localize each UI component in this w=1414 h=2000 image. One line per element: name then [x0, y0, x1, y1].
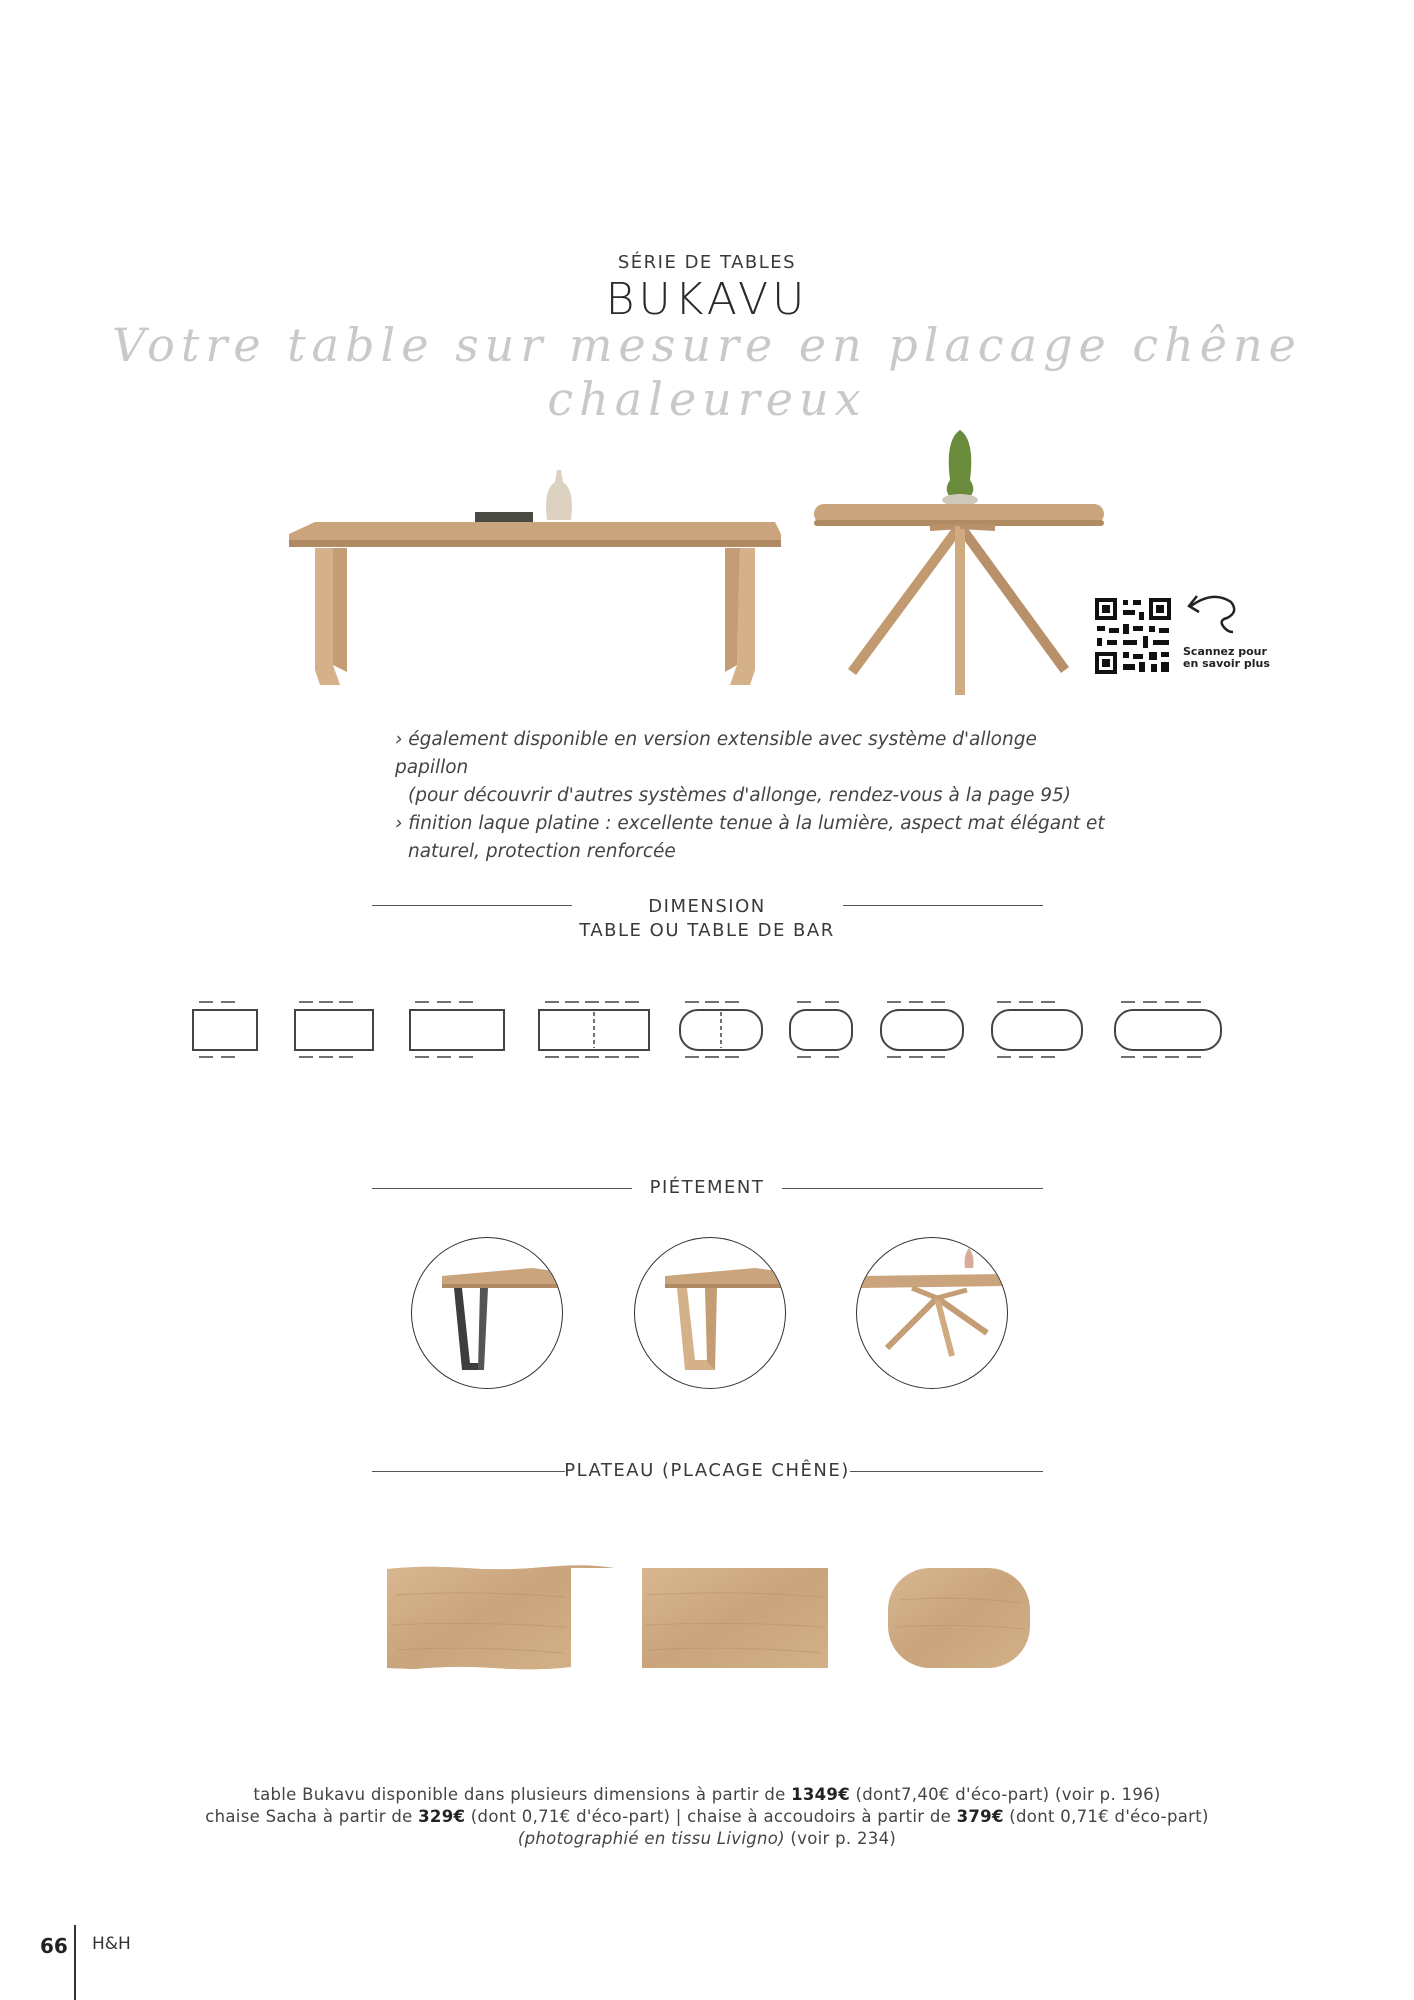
dimension-heading-line1: DIMENSION [648, 896, 766, 917]
price-text: (dont 0,71€ d'éco-part) | chaise à accoudoirs à partir de [465, 1807, 957, 1826]
dimension-oval-extensible-icon [680, 1002, 762, 1057]
price-line-chairs [0, 1806, 1414, 1828]
tabletop-options [385, 1565, 1035, 1675]
price-text: (dont7,40€ d'éco-part) (voir p. 196) [850, 1785, 1161, 1804]
price-chair: 329€ [418, 1807, 466, 1826]
leg-option-cross-legs[interactable] [856, 1237, 1008, 1389]
dimension-oval-large-icon [992, 1002, 1082, 1057]
table-oval-image [810, 420, 1110, 700]
dimension-heading-line2: TABLE OU TABLE DE BAR [579, 920, 835, 941]
price-info [0, 1784, 1414, 1850]
qr-caption [1183, 646, 1270, 670]
price-text: (dont 0,71€ d'éco-part) [1003, 1807, 1209, 1826]
dimension-rect-medium-icon [295, 1002, 373, 1057]
feature-item-continued: (pour découvrir d'autres systèmes d'allonge, rendez-vous à la page 95) [408, 785, 1071, 806]
metal-u-leg-icon [412, 1238, 562, 1388]
table-rectangular-image [285, 460, 795, 700]
section-heading-dimension [0, 895, 1414, 943]
price-line-table [0, 1784, 1414, 1806]
price-text: table Bukavu disponible dans plusieurs dimensions à partir de [253, 1785, 792, 1804]
fabric-note: (photographié en tissu Livigno) [517, 1829, 785, 1848]
tabletop-straight-edge[interactable] [642, 1568, 828, 1668]
section-heading-top: PLATEAU (PLACAGE CHÊNE) [564, 1460, 850, 1481]
page-title: BUKAVU [605, 274, 809, 325]
qr-caption-line1: Scannez pour [1183, 645, 1267, 658]
price-text: (voir p. 234) [784, 1829, 897, 1848]
leg-option-wood-frame[interactable] [634, 1237, 786, 1389]
feature-list [395, 726, 1115, 866]
wood-u-leg-icon [635, 1238, 785, 1388]
price-armchair: 379€ [956, 1807, 1004, 1826]
curved-arrow-icon [1183, 588, 1243, 638]
price-text: chaise Sacha à partir de [205, 1807, 419, 1826]
feature-item: › également disponible en version extensible avec système d'allonge papillon [395, 729, 1037, 778]
dimension-shapes [185, 995, 1235, 1065]
price-table: 1349€ [791, 1785, 850, 1804]
qr-code-icon[interactable] [1093, 596, 1173, 676]
tagline: Votre table sur mesure en placage chêne chaleureux [112, 318, 1302, 426]
price-line-note [0, 1828, 1414, 1850]
dimension-oval-small-icon [790, 1002, 852, 1057]
cross-leg-icon [857, 1238, 1007, 1388]
series-label: SÉRIE DE TABLES [617, 252, 797, 273]
qr-caption-line2: en savoir plus [1183, 657, 1270, 670]
page-number: 66 [40, 1934, 68, 1958]
feature-item: › finition laque platine : excellente tenue à la lumière, aspect mat élégant et [395, 813, 1105, 834]
dimension-oval-xlarge-icon [1115, 1002, 1221, 1057]
dimension-rect-small-icon [193, 1002, 257, 1057]
dimension-rect-extensible-icon [539, 1002, 649, 1057]
tabletop-live-edge[interactable] [387, 1565, 615, 1669]
section-heading-legs: PIÉTEMENT [649, 1177, 765, 1198]
feature-item-continued: naturel, protection renforcée [408, 841, 676, 862]
page-divider [74, 1925, 76, 2000]
brand-logo: H&H [92, 1934, 131, 1954]
dimension-oval-medium-icon [881, 1002, 963, 1057]
leg-option-metal-frame[interactable] [411, 1237, 563, 1389]
dimension-rect-large-icon [410, 1002, 504, 1057]
tabletop-oval[interactable] [888, 1568, 1030, 1668]
